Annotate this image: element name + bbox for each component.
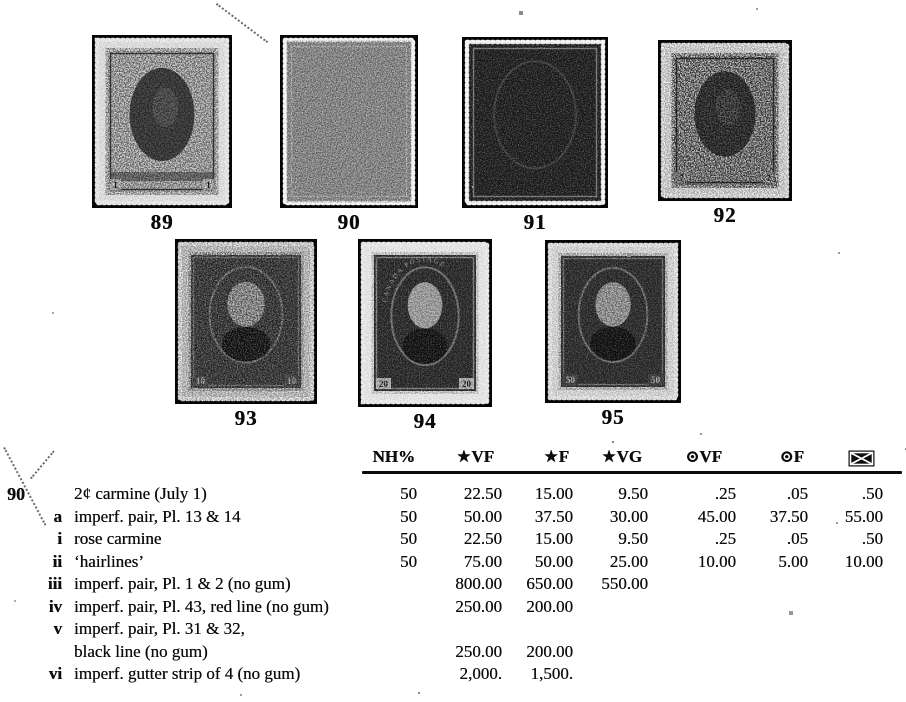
price-value: 22.50 [463,484,502,503]
price-value [648,596,736,619]
price-value: 800.00 [455,574,502,593]
variety-letter: vi [48,664,62,683]
price-value: 250.00 [455,596,502,616]
price-table [0,441,906,686]
stamp-number: 90 [337,210,361,234]
price-value: 22.50 [463,529,502,548]
stamp-number: 94 [413,409,437,433]
svg-text:10: 10 [287,376,296,386]
price-value: 37.50 [534,506,573,526]
col-header-VG: ★VG [601,447,642,466]
catalog-number [0,573,36,596]
price-value: 55.00 [844,506,883,526]
description: imperf. pair, Pl. 43, red line (no gum) [74,596,329,616]
catalog-number [0,528,36,551]
price-value: 9.50 [618,484,648,503]
catalog-number [0,506,36,529]
svg-text:50: 50 [651,375,660,385]
variety-letter [36,641,62,664]
price-value [502,618,573,641]
price-value [808,618,883,641]
variety-letter: ii [52,551,62,571]
catalog-number [0,641,36,664]
description: black line (no gum) [74,641,208,661]
price-value: 5.00 [778,551,808,571]
variety-letter [36,483,62,506]
table-row [0,663,906,686]
price-value: 2,000. [459,664,502,683]
svg-text:20: 20 [462,379,471,389]
price-value: 200.00 [526,596,573,616]
stamp-image [358,239,492,407]
price-value: 25.00 [609,551,648,571]
col-header-F: ★F [543,447,569,466]
col-header-NH%: NH% [372,447,415,466]
catalog-number [0,596,36,619]
svg-text:CANADA POSTAGE: CANADA POSTAGE [381,256,447,304]
description: rose carmine [74,529,162,548]
price-value [648,573,736,596]
price-value [736,641,808,664]
variety-letter: v [53,619,62,638]
price-value: 50 [400,506,417,526]
price-value: 75.00 [463,551,502,571]
price-value: 650.00 [526,574,573,593]
scan-specks [0,0,2,2]
price-value: .50 [861,484,883,503]
svg-text:10: 10 [196,376,205,386]
catalog-number [0,551,36,574]
price-value: 50 [400,529,417,548]
variety-letter: iii [47,574,62,593]
price-value [808,641,883,664]
price-value: 30.00 [609,506,648,526]
description: 2¢ carmine (July 1) [74,484,207,503]
stamp-figure-94 [358,239,492,434]
variety-letter: iv [48,596,62,616]
price-value: .25 [714,529,736,548]
price-value [736,663,808,686]
price-value [736,618,808,641]
price-value: 37.50 [769,506,808,526]
price-value: .05 [786,529,808,548]
table-row [0,641,906,664]
price-value: 15.00 [534,484,573,503]
price-value: 250.00 [455,641,502,661]
price-value: 200.00 [526,641,573,661]
stamp-image [545,240,681,403]
description: imperf. gutter strip of 4 (no gum) [74,664,301,683]
price-value [648,641,736,664]
price-value: 50.00 [534,551,573,571]
table-row [0,596,906,619]
description: ‘hairlines’ [74,551,144,571]
stamp-figure-90 [280,35,418,235]
table-row [0,528,906,551]
stamp-number: 89 [150,210,174,234]
price-value: 45.00 [697,506,736,526]
svg-text:20: 20 [379,379,388,389]
stamp-image [658,40,792,201]
table-row [0,483,906,506]
description: imperf. pair, Pl. 31 & 32, [74,619,245,638]
stamp-number: 91 [523,210,547,234]
price-value: 10.00 [844,551,883,571]
price-value [573,618,648,641]
envelope-icon [848,450,875,467]
price-value [808,573,883,596]
price-value [648,618,736,641]
price-value [360,573,417,596]
description: imperf. pair, Pl. 1 & 2 (no gum) [74,574,291,593]
table-row [0,573,906,596]
header-rule [362,471,902,474]
price-value: 50.00 [463,506,502,526]
price-value [417,618,502,641]
stamp-figure-89 [92,35,232,235]
stamp-image [280,35,418,208]
table-body [0,483,906,686]
price-value [360,618,417,641]
table-header-row [0,441,906,467]
price-value: 50 [400,484,417,503]
price-value: 10.00 [697,551,736,571]
price-value: 15.00 [534,529,573,548]
stamp-image [92,35,232,208]
stamp-number: 92 [713,203,737,227]
table-row [0,506,906,529]
catalog-number [0,618,36,641]
price-value [808,596,883,619]
price-value: 50 [400,551,417,571]
price-value [573,641,648,664]
col-header-VF: ★VF [456,447,494,466]
col-header-F: ⊙F [779,447,804,466]
price-value [648,663,736,686]
description: imperf. pair, Pl. 13 & 14 [74,506,241,526]
price-value [573,663,648,686]
stamp-image [175,239,317,404]
stamp-number: 93 [234,406,258,430]
price-value: 550.00 [601,574,648,593]
catalog-number: 90 [7,484,25,504]
svg-text:50: 50 [566,375,575,385]
table-row [0,618,906,641]
stamp-figure-95 [545,240,681,430]
stamp-number: 95 [601,405,625,429]
price-value [360,641,417,664]
variety-letter: a [53,506,62,526]
stamp-figure-91 [462,37,608,235]
price-value: .05 [786,484,808,503]
col-header-cover [808,450,883,467]
table-row [0,551,906,574]
price-value [736,596,808,619]
variety-letter: i [57,529,62,548]
price-value: .25 [714,484,736,503]
price-value [360,596,417,619]
price-value [736,573,808,596]
stamp-image [462,37,608,208]
stamp-figure-92 [658,40,792,228]
stamp-figure-93 [175,239,317,431]
catalog-number [0,663,36,686]
price-value [360,663,417,686]
price-value [573,596,648,619]
price-value: .50 [861,529,883,548]
col-header-VF: ⊙VF [685,447,722,466]
price-value [808,663,883,686]
price-value: 9.50 [618,529,648,548]
price-value: 1,500. [530,664,573,683]
